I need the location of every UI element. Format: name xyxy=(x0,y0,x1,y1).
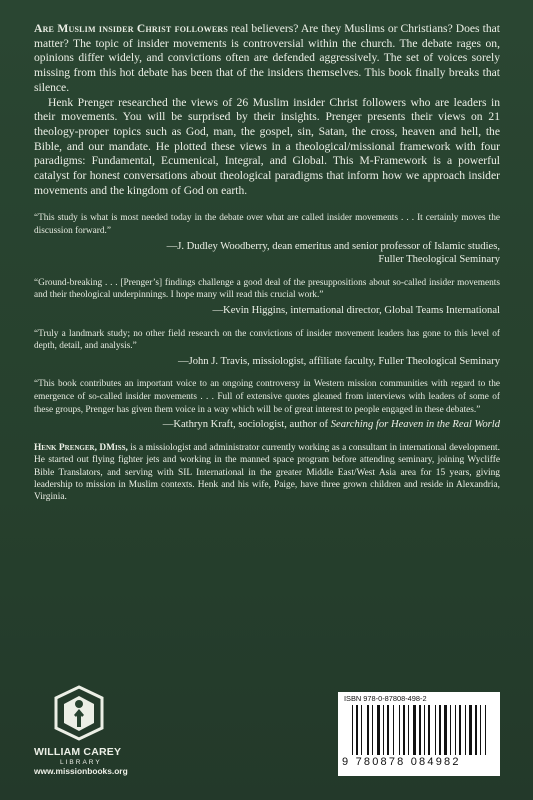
isbn-label: ISBN 978-0-87808-498-2 xyxy=(344,694,427,703)
barcode-bar xyxy=(383,705,384,755)
endorsement-text: “Ground-breaking . . . [Prenger’s] findings challenge a good deal of the presuppositions about so-called insider movements and their theological underpinnings. I hope many will read this crucial work.” xyxy=(34,277,500,301)
barcode-bar xyxy=(450,705,451,755)
barcode-bar xyxy=(439,705,441,755)
book-description xyxy=(34,22,500,198)
barcode-bar xyxy=(408,705,409,755)
barcode-bar xyxy=(485,705,486,755)
endorsement-attribution: —Kathryn Kraft, sociologist, author of Searching for Heaven in the Real World xyxy=(162,419,500,431)
endorsement-attribution: —Kevin Higgins, international director, Global Teams International xyxy=(212,305,500,316)
barcode-bar xyxy=(480,705,481,755)
barcode-bar xyxy=(403,705,405,755)
endorsement-attribution: —J. Dudley Woodberry, dean emeritus and senior professor of Islamic studies, Fuller Theological Seminary xyxy=(166,240,500,266)
endorsement-text: “Truly a landmark study; no other field research on the convictions of insider movement leaders has gone to this level of depth, detail, and analysis.” xyxy=(34,328,500,352)
cover-text xyxy=(34,22,500,504)
barcode-bar xyxy=(475,705,477,755)
endorsements xyxy=(34,212,500,431)
barcode-bar xyxy=(361,705,362,755)
author-name: Henk Prenger, DMiss, xyxy=(34,442,128,453)
description-paragraph-2: Henk Prenger researched the views of 26 Muslim insider Christ followers who are leaders in their movements. You will be surprised by their insights. Prenger presents their views on 21 theology-proper topics such as God, man, the gospel, sin, Satan, the cross, heaven and hell, the Bible, and our mandate. He plotted these views in a theological/missional framework with four paradigms: Fundamental, Ecumenical, Integral, and Global. This M-Framework is a powerful catalyst for honest conversations about theological paradigms that inform how we approach insider movements and the kingdom of God on earth. xyxy=(34,95,500,197)
barcode-bars xyxy=(352,705,486,755)
endorsement-travis xyxy=(34,328,500,369)
author-bio xyxy=(34,442,500,504)
endorsement-higgins xyxy=(34,277,500,318)
barcode-bar xyxy=(377,705,380,755)
barcode-bar xyxy=(435,705,436,755)
barcode-bar xyxy=(419,705,421,755)
barcode-bar xyxy=(444,705,447,755)
author-bio-text: is a missiologist and administrator currently working as a consultant in international development. He started out flying fighter jets and working in the manned space program before attending seminary, joining Wycliffe Bible Translators, and serving with SIL International in the greater Middle East/West Asia area for 15 years, giving leadership to mission in Muslim contexts. Henk and his wife, Paige, have three grown children and reside in Alexandria, Virginia. xyxy=(34,442,500,503)
endorsement-attribution: —John J. Travis, missiologist, affiliate faculty, Fuller Theological Seminary xyxy=(177,355,500,367)
barcode-bar xyxy=(399,705,400,755)
barcode xyxy=(338,692,500,776)
barcode-bar xyxy=(352,705,353,755)
barcode-bar xyxy=(424,705,425,755)
barcode-bar xyxy=(469,705,472,755)
publisher-name: WILLIAM CAREY xyxy=(34,746,122,758)
endorsement-woodberry xyxy=(34,212,500,266)
barcode-bar xyxy=(459,705,461,755)
endorsement-kraft xyxy=(34,378,500,431)
william-carey-library-logo-icon xyxy=(50,684,108,742)
barcode-bar xyxy=(428,705,430,755)
publisher-website: www.missionbooks.org xyxy=(34,766,128,776)
barcode-digits: 9 780878 084982 xyxy=(342,756,461,768)
barcode-bar xyxy=(465,705,466,755)
description-paragraph-1 xyxy=(34,22,500,96)
barcode-bar xyxy=(455,705,456,755)
lead-phrase: Are Muslim insider Christ followers xyxy=(34,22,228,35)
barcode-bar xyxy=(393,705,394,755)
publisher-logo xyxy=(34,684,124,766)
publisher-sub: LIBRARY xyxy=(60,759,102,766)
endorsement-text: “This study is what is most needed today in the debate over what are called insider movements . . . It certainly moves the discussion forward.” xyxy=(34,213,500,237)
barcode-bar xyxy=(387,705,389,755)
barcode-bar xyxy=(356,705,358,755)
book-title: Searching for Heaven in the Real World xyxy=(330,419,500,431)
endorsement-text: “This book contributes an important voice to an ongoing controversy in Western mission communities with regard to the emergence of so-called insider movements . . . Full of extensive quotes gleaned from interviews with leaders of some of these groups, Prenger has given them voice in a way which will be of great interest to people engaged in these debates.” xyxy=(34,379,500,415)
barcode-bar xyxy=(372,705,373,755)
description-paragraph-1-rest: real believers? Are they Muslims or Christians? Does that matter? The topic of insider movements is controversial within the church. The debate rages on, opinions differ widely, and convictions often are defended aggressively. The set of voices sorely missing from this hot debate has been that of the insiders themselves. This book finally breaks that silence. xyxy=(34,22,500,94)
barcode-bar xyxy=(413,705,416,755)
barcode-bar xyxy=(367,705,369,755)
